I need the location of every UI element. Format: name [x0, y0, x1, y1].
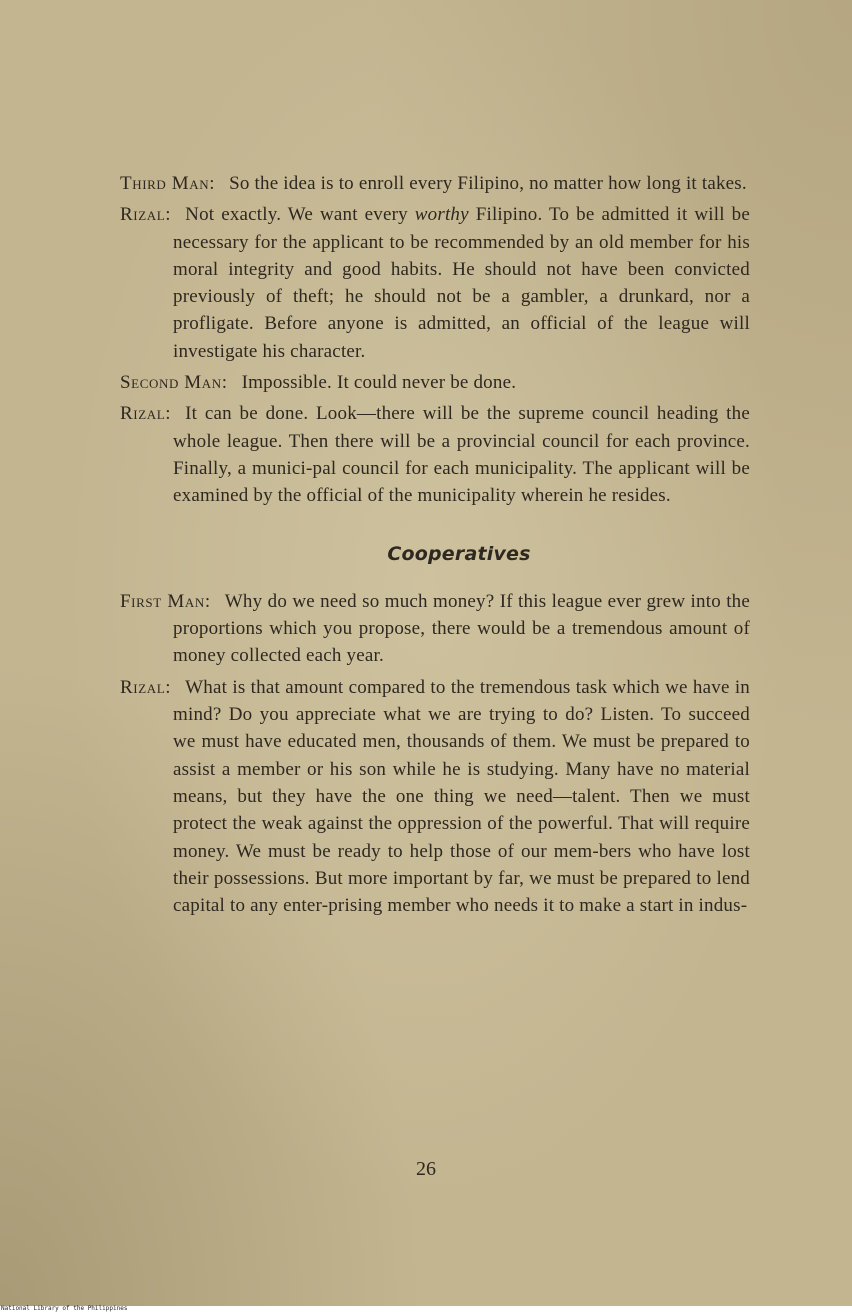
speaker-label: Rizal: — [120, 403, 172, 425]
footer-strip — [0, 1306, 852, 1313]
speech-text: Filipino. To be admitted it will be necessary for the applicant to be recommended by an old member for his moral integrity and good habits. He should not have been convicted previously of theft; he should not be a gambler, a drunkard, nor a profligate. Before anyone is admitted, an official of the league will investigate his character. — [173, 204, 751, 362]
section-heading: Cooperatives — [387, 542, 531, 565]
speech-text: Impossible. It could never be done. — [241, 372, 517, 394]
page-number: 26 — [416, 1158, 436, 1180]
speaker-label: Rizal: — [120, 676, 172, 698]
speech-text: What is that amount compared to the tremendous task which we have in mind? Do you appreciate what we are trying to do? Listen. To succeed we must have educated men, thousands of them. We must be prepared to assist a member or his son while he is studying. Many have no material means, but they have the one thing we need—talent. Then we must protect the weak against the oppression of the powerful. That will require money. We must be ready to help those of our mem-bers who have lost their possessions. But more important by far, we must be prepared to lend capital to any enter-prising member who needs it to make a start in indus- — [173, 676, 750, 917]
speech-text: It can be done. Look—there will be the supreme council heading the whole league. Then there will be a provincial council for each province. Finally, a munici-pal council for each municipality. The applicant will be examined by the official of the municipality wherein he resides. — [173, 403, 750, 507]
speech-rizal — [120, 674, 750, 920]
speech-rizal — [120, 400, 750, 509]
speech-rizal — [120, 201, 750, 365]
speech-third-man — [120, 170, 750, 197]
library-credit: National Library of the Philippines — [1, 1305, 128, 1312]
speaker-label: Second Man: — [120, 372, 228, 394]
speaker-label: First Man: — [120, 590, 211, 612]
text-block — [120, 170, 750, 923]
speech-first-man — [120, 588, 750, 670]
speech-text: So the idea is to enroll every Filipino, no matter how long it takes. — [229, 173, 747, 194]
speech-text: Why do we need so much money? If this league ever grew into the proportions which you propose, there would be a tremendous amount of money collected each year. — [173, 590, 751, 667]
speech-emphasis: worthy — [414, 204, 469, 226]
speaker-label: Third Man: — [120, 173, 216, 194]
speech-second-man — [120, 369, 750, 396]
speech-text: Not exactly. We want every — [185, 204, 415, 226]
speaker-label: Rizal: — [120, 204, 172, 226]
